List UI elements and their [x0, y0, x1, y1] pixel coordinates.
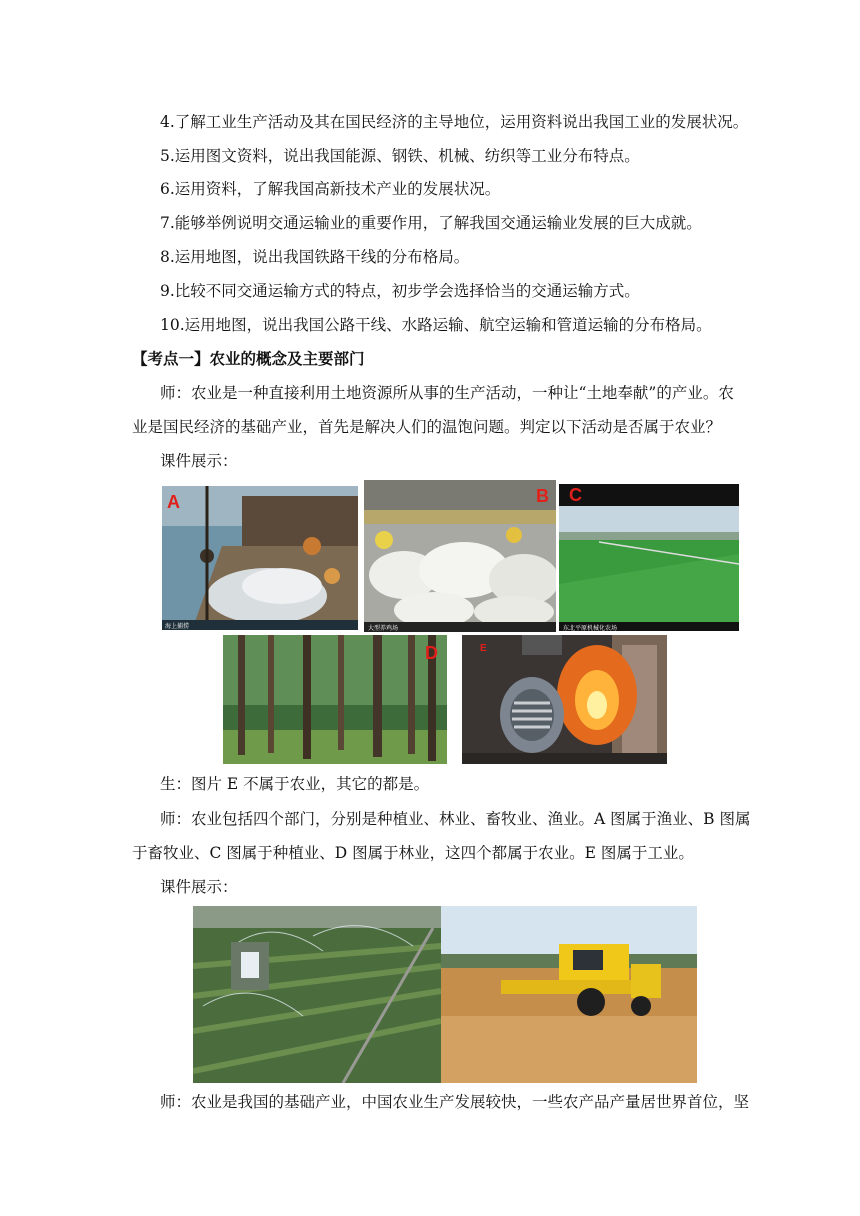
paragraph-1-line-1: 师：农业是一种直接利用土地资源所从事的生产活动，一种让“土地奉献”的产业。农: [160, 384, 734, 402]
objective-4: 4.了解工业生产活动及其在国民经济的主导地位，运用资料说出我国工业的发展状况。: [160, 113, 749, 131]
paragraph-2-line-2: 于畜牧业、C 图属于种植业、D 图属于林业，这四个都属于农业。E 图属于工业。: [132, 844, 694, 862]
courseware-label-1: 课件展示：: [160, 452, 238, 470]
objective-9: 9.比较不同交通运输方式的特点，初步学会选择恰当的交通运输方式。: [160, 282, 640, 300]
photo-irrigation: [193, 906, 441, 1083]
photo-mechanized-farm: [559, 484, 739, 631]
objective-7: 7.能够举例说明交通运输业的重要作用，了解我国交通运输业发展的巨大成就。: [160, 214, 702, 232]
photo-caption-c: 东北平原机械化农场: [563, 625, 618, 631]
section-title: 【考点一】农业的概念及主要部门: [132, 350, 365, 368]
photo-label-a: A: [167, 492, 180, 512]
photo-steel-furnace: [462, 635, 667, 764]
photo-label-b: B: [536, 486, 549, 506]
student-answer: 生：图片 E 不属于农业，其它的都是。: [160, 775, 430, 793]
courseware-label-2: 课件展示：: [160, 878, 238, 896]
photo-label-e: E: [480, 643, 487, 654]
objective-8: 8.运用地图，说出我国铁路干线的分布格局。: [160, 248, 470, 266]
photo-label-c: C: [569, 485, 582, 505]
photo-fishing: [162, 486, 358, 630]
photo-forest: [223, 635, 447, 764]
photo-caption-a: 海上捕捞: [165, 623, 190, 630]
photo-harvester: [441, 906, 697, 1083]
paragraph-1-line-2: 业是国民经济的基础产业，首先是解决人们的温饱问题。判定以下活动是否属于农业？: [132, 418, 722, 436]
photo-label-d: D: [425, 643, 438, 663]
objective-10: 10.运用地图，说出我国公路干线、水路运输、航空运输和管道运输的分布格局。: [160, 316, 712, 334]
photo-chicken-farm: [364, 480, 556, 632]
photo-caption-b: 大型养鸡场: [368, 625, 399, 632]
paragraph-3: 师：农业是我国的基础产业，中国农业生产发展较快，一些农产品产量居世界首位，坚: [160, 1093, 750, 1111]
objective-5: 5.运用图文资料，说出我国能源、钢铁、机械、纺织等工业分布特点。: [160, 147, 640, 165]
paragraph-2-line-1: 师：农业包括四个部门，分别是种植业、林业、畜牧业、渔业。A 图属于渔业、B 图属: [160, 810, 751, 828]
objective-6: 6.运用资料，了解我国高新技术产业的发展状况。: [160, 180, 501, 198]
